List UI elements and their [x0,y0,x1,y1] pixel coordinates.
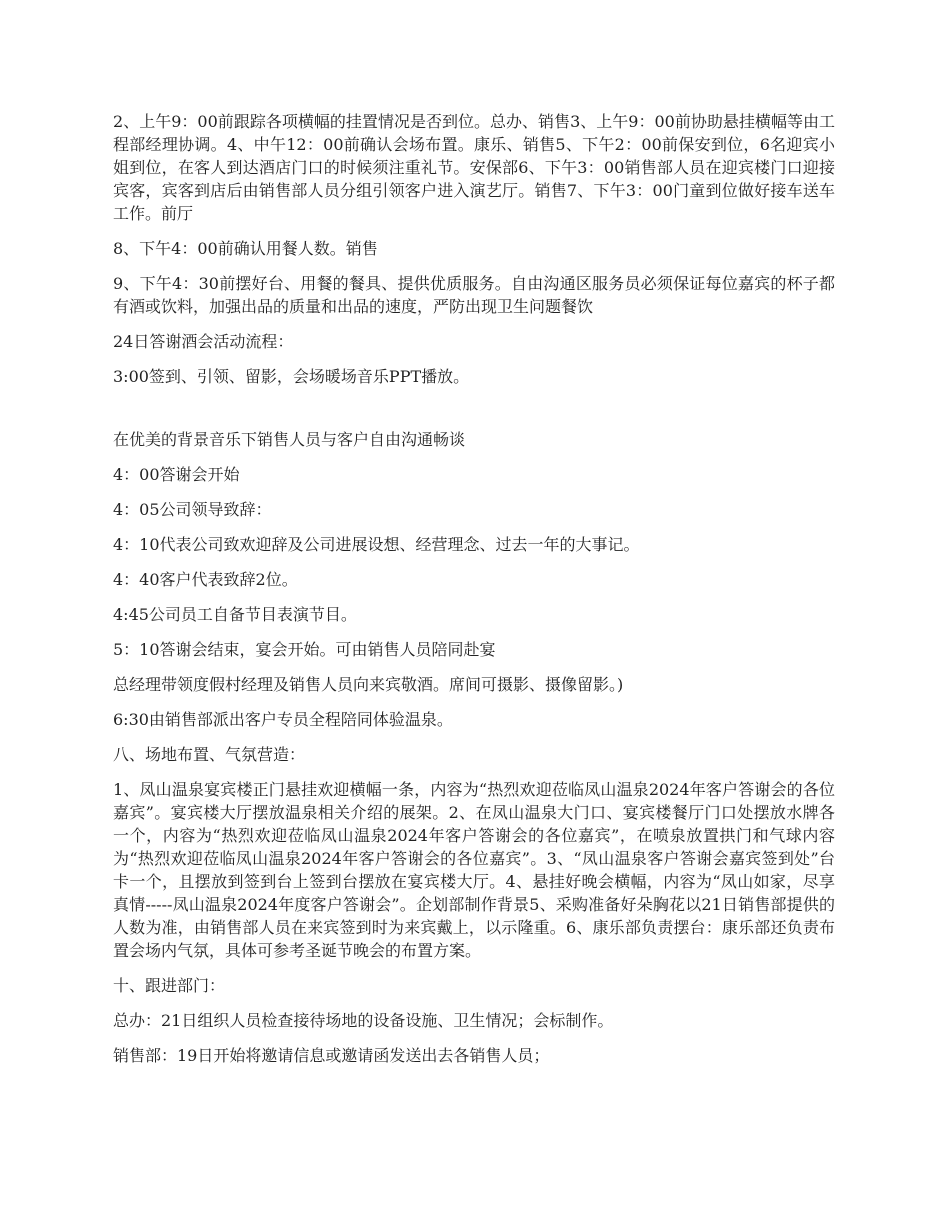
blank-gap [113,400,835,428]
section-heading-departments: 十、跟进部门： [113,976,226,995]
paragraph-toast: 总经理带领度假村经理及销售人员向来宾敬酒。席间可摄影、摄像留影。) [113,675,624,694]
paragraph-client-speech: 4：40客户代表致辞2位。 [113,570,298,589]
paragraph-staff-show: 4:45公司员工自备节目表演节目。 [113,605,357,624]
paragraph-company-welcome: 4：10代表公司致欢迎辞及公司进展设想、经营理念、过去一年的大事记。 [113,535,640,554]
paragraph-general-office: 总办：21日组织人员检查接待场地的设备设施、卫生情况；会标制作。 [113,1011,614,1030]
paragraph-leader-speech: 4：05公司领导致辞： [113,500,272,519]
paragraph-free-talk: 在优美的背景音乐下销售人员与客户自由沟通畅谈 [113,430,466,449]
section-heading-venue-decoration: 八、场地布置、气氛营造： [113,745,306,764]
paragraph-setup-schedule: 2、上午9：00前跟踪各项横幅的挂置情况是否到位。总办、销售3、上午9：00前协助悬挂横幅等由工程部经理协调。4、中午12：00前确认会场布置。康乐、销售5、下午2：00前保安到位，6名迎宾小姐到位，在客人到达酒店门口的时候须注重礼节。安保部6、下午3：00销售部人员在迎宾楼门口迎接宾客，宾客到店后由销售部人员分组引领客户进入演艺厅。销售7、下午3：00门童到位做好接车送车工作。前厅 [113,112,835,223]
document-page [113,110,835,1079]
paragraph-event-flow-heading: 24日答谢酒会活动流程： [113,332,294,351]
paragraph-venue-decoration: 1、凤山温泉宴宾楼正门悬挂欢迎横幅一条，内容为“热烈欢迎莅临凤山温泉2024年客户答谢会的各位嘉宾”。宴宾楼大厅摆放温泉相关介绍的展架。2、在凤山温泉大门口、宴宾楼餐厅门口处摆放水牌各一个，内容为“热烈欢迎莅临凤山温泉2024年客户答谢会的各位嘉宾”，在喷泉放置拱门和气球内容为“热烈欢迎莅临凤山温泉2024年客户答谢会的各位嘉宾”。3、“凤山温泉客户答谢会嘉宾签到处”台卡一个，且摆放到签到台上签到台摆放在宴宾楼大厅。4、悬挂好晚会横幅，内容为“凤山如家，尽享真情-----凤山温泉2024年度客户答谢会”。企划部制作背景5、采购准备好朵胸花以21日销售部提供的人数为准，由销售部人员在来宾签到时为来宾戴上，以示隆重。6、康乐部负责摆台：康乐部还负责布置会场内气氛，具体可参考圣诞节晚会的布置方案。 [113,780,835,960]
paragraph-banquet-start: 5：10答谢会结束，宴会开始。可由销售人员陪同赴宴 [113,640,496,659]
paragraph-confirm-diners: 8、下午4：00前确认用餐人数。销售 [113,239,378,258]
paragraph-dining-service: 9、下午4：30前摆好台、用餐的餐具、提供优质服务。自由沟通区服务员必须保证每位嘉宾的杯子都有酒或饮料，加强出品的质量和出品的速度，严防出现卫生问题餐饮 [113,274,835,316]
paragraph-ceremony-start: 4：00答谢会开始 [113,465,240,484]
paragraph-checkin: 3:00签到、引领、留影，会场暖场音乐PPT播放。 [113,367,470,386]
paragraph-hot-spring: 6:30由销售部派出客户专员全程陪同体验温泉。 [113,710,453,729]
paragraph-sales-dept: 销售部：19日开始将邀请信息或邀请函发送出去各销售人员； [113,1046,550,1065]
